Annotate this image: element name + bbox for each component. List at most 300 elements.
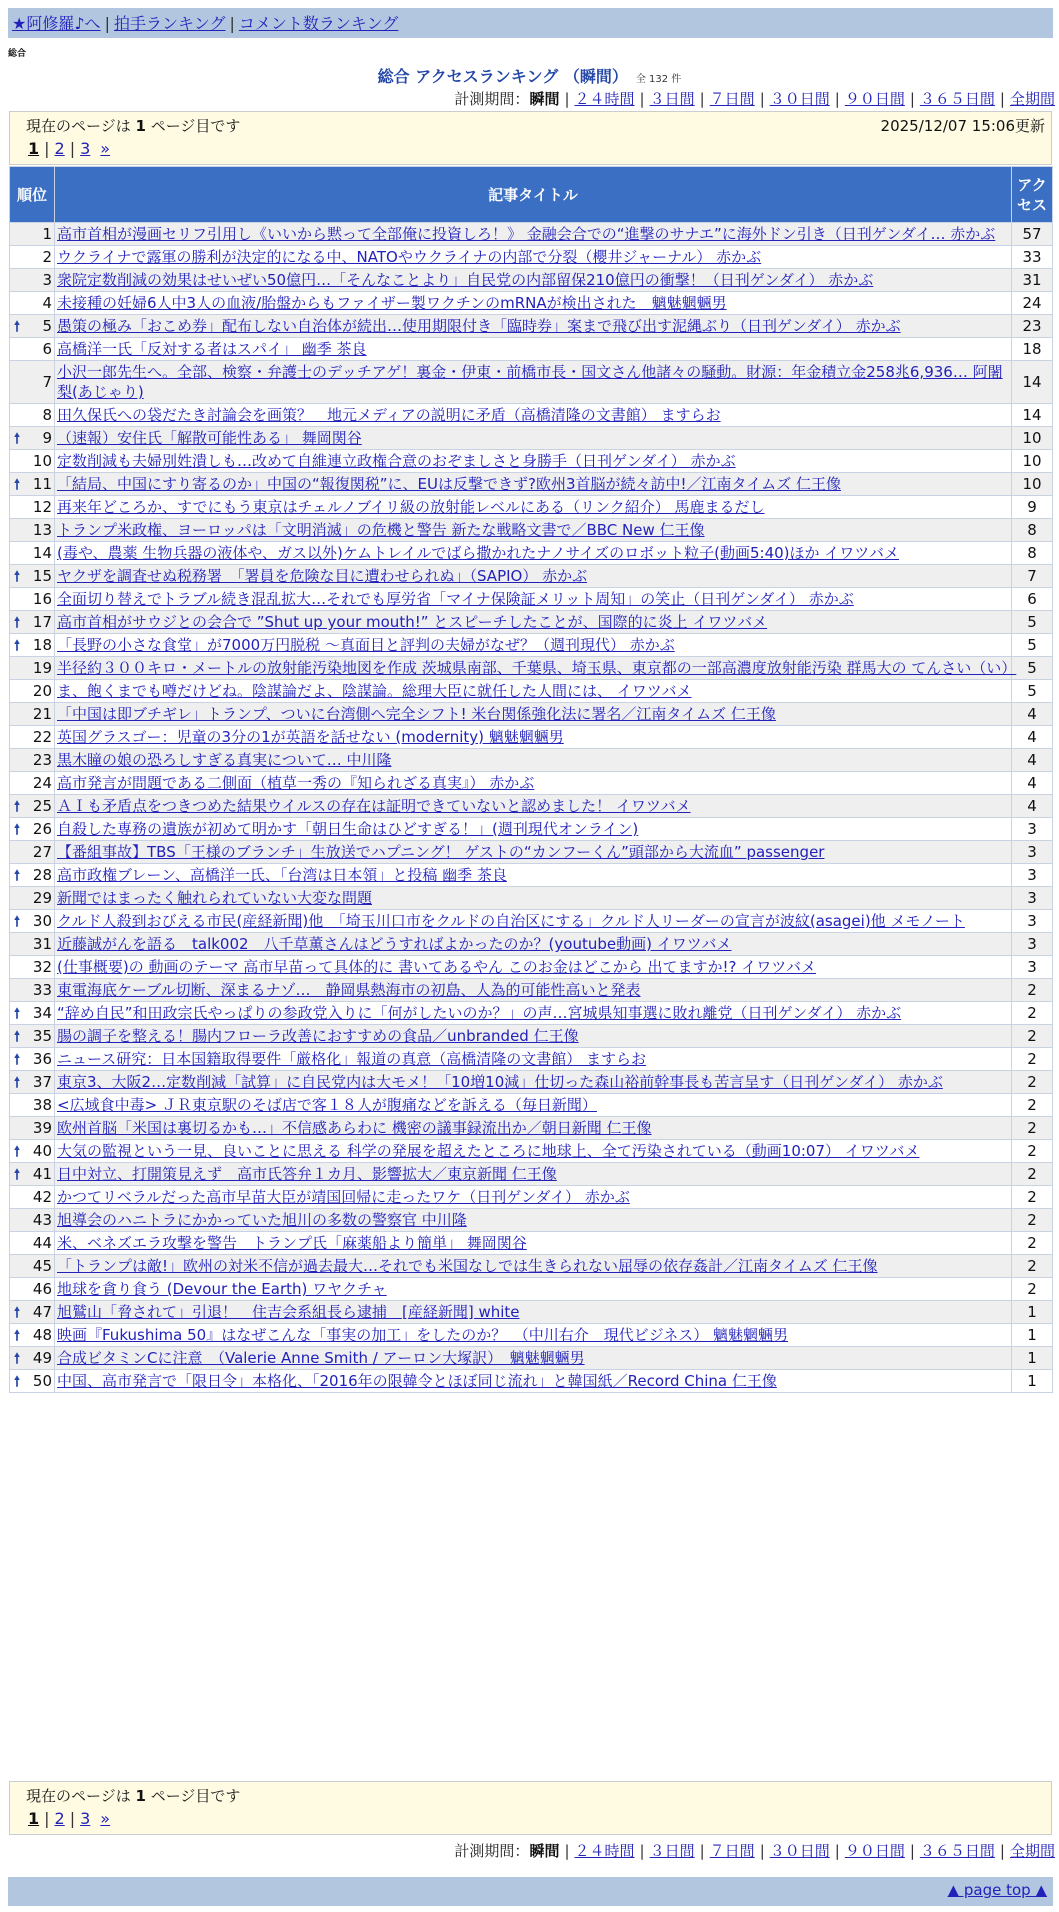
top-nav-bar bbox=[8, 8, 1053, 38]
rank-number: 46 bbox=[32, 1280, 52, 1298]
article-title-link[interactable]: “辞め自民”和田政宗氏やっぱりの参政党入りに「何がしたいのか？」の声…宮城県知事選に敗れ離党（日刊ゲンダイ） 赤かぶ bbox=[57, 1004, 902, 1022]
table-row bbox=[10, 841, 1053, 864]
title-cell bbox=[55, 910, 1012, 933]
access-count: 2 bbox=[1012, 1140, 1053, 1163]
rank-cell bbox=[10, 611, 55, 634]
rank-number: 36 bbox=[32, 1050, 52, 1068]
article-title-link[interactable]: 旭導会のハニトラにかかっていた旭川の多数の警察官 中川隆 bbox=[57, 1211, 467, 1229]
access-count: 14 bbox=[1012, 361, 1053, 404]
footer-bar bbox=[8, 1877, 1053, 1906]
table-row bbox=[10, 611, 1053, 634]
table-row bbox=[10, 772, 1053, 795]
table-row bbox=[10, 1186, 1053, 1209]
article-title-link[interactable]: <広域食中毒> ＪＲ東京駅のそば店で客１８人が腹痛などを訴える（毎日新聞） bbox=[57, 1096, 597, 1114]
rank-up-arrow-icon: 🠕 bbox=[14, 1351, 21, 1367]
article-title-link[interactable]: 高市首相がサウジとの会合で ”Shut up your mouth!” とスピーチしたことが、国際的に炎上 イワツバメ bbox=[57, 613, 768, 631]
rank-number: 9 bbox=[42, 429, 52, 447]
rank-number: 23 bbox=[32, 751, 52, 769]
updated-timestamp: 2025/12/07 15:06更新 bbox=[880, 117, 1045, 135]
period-link-1[interactable]: ３日間 bbox=[649, 90, 695, 108]
rank-cell bbox=[10, 841, 55, 864]
access-count: 2 bbox=[1012, 1255, 1053, 1278]
pager-page-link[interactable]: 2 bbox=[54, 139, 65, 158]
table-row bbox=[10, 749, 1053, 772]
title-column-header: 記事タイトル bbox=[55, 167, 1012, 223]
article-title-link[interactable]: 近藤誠がんを語る talk002 八千草薫さんはどうすればよかったのか？(youtube動画) イワツバメ bbox=[57, 935, 732, 953]
section-label: 総合 bbox=[8, 49, 27, 59]
article-title-link[interactable]: 地球を貪り食う (Devour the Earth) ワヤクチャ bbox=[57, 1280, 387, 1298]
access-count: 2 bbox=[1012, 1117, 1053, 1140]
nav-separator: | bbox=[104, 14, 110, 33]
rank-cell bbox=[10, 496, 55, 519]
period-separator: | bbox=[639, 1842, 645, 1860]
title-cell bbox=[55, 749, 1012, 772]
period-link-5[interactable]: ３６５日間 bbox=[919, 1842, 995, 1860]
pager-page-link[interactable]: 1 bbox=[28, 1809, 40, 1828]
article-title-link[interactable]: かつてリベラルだった高市早苗大臣が靖国回帰に走ったワケ（日刊ゲンダイ） 赤かぶ bbox=[57, 1188, 630, 1206]
period-link-0[interactable]: ２４時間 bbox=[574, 1842, 635, 1860]
access-count: 2 bbox=[1012, 1094, 1053, 1117]
period-separator: | bbox=[999, 1842, 1005, 1860]
title-cell bbox=[55, 703, 1012, 726]
period-current: 瞬間 bbox=[529, 1842, 560, 1860]
rank-number: 19 bbox=[32, 659, 52, 677]
access-count: 2 bbox=[1012, 1048, 1053, 1071]
access-count: 2 bbox=[1012, 1278, 1053, 1301]
article-title-link[interactable]: 大気の監視という一見、良いことに思える 科学の発展を超えたところに地球上、全て汚染されている（動画10:07） イワツバメ bbox=[57, 1142, 920, 1160]
access-count: 3 bbox=[1012, 933, 1053, 956]
article-title-link[interactable]: 全面切り替えでトラブル続き混乱拡大…それでも厚労省「マイナ保険証メリット周知」の笑止（日刊ゲンダイ） 赤かぶ bbox=[57, 590, 854, 608]
table-row bbox=[10, 1002, 1053, 1025]
article-title-link[interactable]: 日中対立、打開策見えず 高市氏答弁１カ月、影響拡大／東京新聞 仁王像 bbox=[57, 1165, 557, 1183]
rank-number: 45 bbox=[32, 1257, 52, 1275]
title-cell bbox=[55, 1209, 1012, 1232]
access-count: 2 bbox=[1012, 1002, 1053, 1025]
title-cell bbox=[55, 841, 1012, 864]
rank-number: 47 bbox=[32, 1303, 52, 1321]
access-count: 5 bbox=[1012, 634, 1053, 657]
title-cell bbox=[55, 1025, 1012, 1048]
rank-cell bbox=[10, 1278, 55, 1301]
comment-ranking-link[interactable]: コメント数ランキング bbox=[238, 14, 399, 33]
table-row bbox=[10, 979, 1053, 1002]
article-title-link[interactable]: 東電海底ケーブル切断、深まるナゾ… 静岡県熱海市の初島、人為的可能性高いと発表 bbox=[57, 981, 641, 999]
access-count: 5 bbox=[1012, 680, 1053, 703]
title-cell bbox=[55, 795, 1012, 818]
table-row bbox=[10, 338, 1053, 361]
rank-cell bbox=[10, 1117, 55, 1140]
table-row bbox=[10, 223, 1053, 246]
access-count: 1 bbox=[1012, 1324, 1053, 1347]
rank-number: 42 bbox=[32, 1188, 52, 1206]
rank-cell bbox=[10, 404, 55, 427]
period-separator: | bbox=[564, 90, 570, 108]
table-row bbox=[10, 519, 1053, 542]
title-cell bbox=[55, 1002, 1012, 1025]
title-cell bbox=[55, 1278, 1012, 1301]
title-cell bbox=[55, 887, 1012, 910]
access-count: 1 bbox=[1012, 1301, 1053, 1324]
rank-number: 12 bbox=[32, 498, 52, 516]
table-row bbox=[10, 1048, 1053, 1071]
period-link-6[interactable]: 全期間 bbox=[1009, 90, 1055, 108]
access-count: 5 bbox=[1012, 657, 1053, 680]
period-link-4[interactable]: ９０日間 bbox=[844, 90, 905, 108]
rank-number: 6 bbox=[42, 340, 52, 358]
access-count: 10 bbox=[1012, 427, 1053, 450]
article-title-link[interactable]: 中国、高市発言で「限日令」本格化、「2016年の限韓令とほぼ同じ流れ」と韓国紙／Record China 仁王像 bbox=[57, 1372, 777, 1390]
rank-number: 16 bbox=[32, 590, 52, 608]
period-link-5[interactable]: ３６５日間 bbox=[919, 90, 995, 108]
rank-number: 10 bbox=[32, 452, 52, 470]
period-link-0[interactable]: ２４時間 bbox=[574, 90, 635, 108]
access-count: 4 bbox=[1012, 726, 1053, 749]
table-row bbox=[10, 292, 1053, 315]
title-cell bbox=[55, 473, 1012, 496]
article-title-link[interactable]: 米、ベネズエラ攻撃を警告 トランプ氏「麻薬船より簡単」 舞岡関谷 bbox=[57, 1234, 527, 1252]
article-title-link[interactable]: 「長野の小さな食堂」が7000万円脱税 ～真面目と評判の夫婦がなぜ？（週刊現代） 赤かぶ bbox=[57, 636, 675, 654]
pager-page-link[interactable]: 3 bbox=[80, 1809, 91, 1828]
access-count: 10 bbox=[1012, 450, 1053, 473]
table-row bbox=[10, 864, 1053, 887]
title-cell bbox=[55, 1071, 1012, 1094]
rank-up-arrow-icon: 🠕 bbox=[14, 1167, 21, 1183]
article-title-link[interactable]: 小沢一郎先生へ。全部、検察・弁護士のデッチアゲ！裏金・伊東・前橋市長・国文さん他諸々の騒動。財源：年金積立金258兆6,936… 阿闍梨(あじゃり) bbox=[57, 363, 1003, 401]
rank-cell bbox=[10, 1025, 55, 1048]
access-count: 8 bbox=[1012, 542, 1053, 565]
table-row bbox=[10, 315, 1053, 338]
title-cell bbox=[55, 496, 1012, 519]
rank-column-header: 順位 bbox=[10, 167, 55, 223]
article-title-link[interactable]: 田久保氏への袋だたき討論会を画策？ 地元メディアの説明に矛盾（高橋清隆の文書館） ますらお bbox=[57, 406, 721, 424]
rank-up-arrow-icon: 🠕 bbox=[14, 1305, 21, 1321]
article-title-link[interactable]: 「トランプは敵!」欧州の対米不信が過去最大…それでも米国なしでは生きられない屈辱の依存姦計／江南タイムズ 仁王像 bbox=[57, 1257, 878, 1275]
title-cell bbox=[55, 634, 1012, 657]
rank-up-arrow-icon: 🠕 bbox=[14, 868, 21, 884]
rank-number: 28 bbox=[32, 866, 52, 884]
article-title-link[interactable]: ニュース研究：日本国籍取得要件「厳格化」報道の真意（高橋清隆の文書館） ますらお bbox=[57, 1050, 647, 1068]
rank-number: 37 bbox=[32, 1073, 52, 1091]
current-page-text: 現在のページは 1 ページ目です bbox=[26, 117, 241, 135]
access-count: 24 bbox=[1012, 292, 1053, 315]
article-title-link[interactable]: 旭鷲山「脅されて」引退！ 住吉会系組長ら逮捕 [産経新聞] white bbox=[57, 1303, 520, 1321]
page-title bbox=[0, 64, 1059, 87]
rank-number: 1 bbox=[42, 225, 52, 243]
article-title-link[interactable]: ま、飽くまでも噂だけどね。陰謀論だよ、陰謀論。総理大臣に就任した人間には、 イワツバメ bbox=[57, 682, 692, 700]
rank-cell bbox=[10, 1209, 55, 1232]
period-separator: | bbox=[699, 1842, 705, 1860]
article-title-link[interactable]: ウクライナで露軍の勝利が決定的になる中、NATOやウクライナの内部で分裂（櫻井ジャーナル） 赤かぶ bbox=[57, 248, 762, 266]
access-count: 31 bbox=[1012, 269, 1053, 292]
page-top-link[interactable]: ▲ page top ▲ bbox=[947, 1881, 1047, 1899]
access-count: 3 bbox=[1012, 864, 1053, 887]
rank-number: 27 bbox=[32, 843, 52, 861]
period-link-3[interactable]: ３０日間 bbox=[769, 1842, 830, 1860]
article-title-link[interactable]: ＡＩも矛盾点をつきつめた結果ウイルスの存在は証明できていないと認めました！ イワツバメ bbox=[57, 797, 691, 815]
ranking-body bbox=[10, 223, 1053, 1393]
article-title-link[interactable]: 「中国は即ブチギレ」トランプ、ついに台湾側へ完全シフト! 米台関係強化法に署名／江南タイムズ 仁王像 bbox=[57, 705, 776, 723]
table-row bbox=[10, 1140, 1053, 1163]
period-current: 瞬間 bbox=[529, 90, 560, 108]
pager-current-page[interactable] bbox=[28, 1809, 39, 1828]
rank-cell bbox=[10, 450, 55, 473]
article-title-link[interactable]: 高市政権ブレーン、高橋洋一氏、「台湾は日本領」と投稿 幽季 茶良 bbox=[57, 866, 507, 884]
total-count: 全 132 件 bbox=[635, 74, 682, 85]
access-count: 2 bbox=[1012, 1186, 1053, 1209]
rank-cell bbox=[10, 1232, 55, 1255]
rank-number: 44 bbox=[32, 1234, 52, 1252]
applause-ranking-link[interactable]: 拍手ランキング bbox=[113, 14, 226, 33]
table-row bbox=[10, 450, 1053, 473]
rank-number: 20 bbox=[32, 682, 52, 700]
home-link[interactable]: ★阿修羅♪へ bbox=[12, 14, 101, 33]
table-row bbox=[10, 1163, 1053, 1186]
rank-number: 34 bbox=[32, 1004, 52, 1022]
rank-number: 49 bbox=[32, 1349, 52, 1367]
table-row bbox=[10, 246, 1053, 269]
article-title-link[interactable]: トランプ米政権、ヨーロッパは「文明消滅」の危機と警告 新たな戦略文書で／BBC New 仁王像 bbox=[57, 521, 705, 539]
rank-up-arrow-icon: 🠕 bbox=[14, 1075, 21, 1091]
title-cell bbox=[55, 933, 1012, 956]
table-row bbox=[10, 1094, 1053, 1117]
title-cell bbox=[55, 404, 1012, 427]
article-title-link[interactable]: 高市発言が問題である二側面（植草一秀の『知られざる真実』） 赤かぶ bbox=[57, 774, 535, 792]
article-title-link[interactable]: 新聞ではまったく触れられていない大変な問題 bbox=[57, 889, 373, 907]
pager-page-link[interactable]: 3 bbox=[80, 139, 91, 158]
article-title-link[interactable]: 英国グラスゴー：児童の3分の1が英語を話せない (modernity) 魑魅魍魎男 bbox=[57, 728, 564, 746]
access-count: 3 bbox=[1012, 887, 1053, 910]
access-count: 4 bbox=[1012, 703, 1053, 726]
rank-number: 38 bbox=[32, 1096, 52, 1114]
rank-cell bbox=[10, 338, 55, 361]
table-row bbox=[10, 1301, 1053, 1324]
rank-number: 43 bbox=[32, 1211, 52, 1229]
article-title-link[interactable]: 衆院定数削減の効果はせいぜい50億円…「そんなことより」自民党の内部留保210億円の衝撃！（日刊ゲンダイ） 赤かぶ bbox=[57, 271, 874, 289]
article-title-link[interactable]: (毒や、農薬 生物兵器の液体や、ガス以外)ケムトレイルでばら撒かれたナノサイズのロボット粒子(動画5:40)ほか イワツバメ bbox=[57, 544, 899, 562]
rank-cell bbox=[10, 1370, 55, 1393]
article-title-link[interactable]: 欧州首脳「米国は裏切るかも…」不信感あらわに 機密の議事録流出か／朝日新聞 仁王像 bbox=[57, 1119, 652, 1137]
rank-number: 24 bbox=[32, 774, 52, 792]
title-cell bbox=[55, 338, 1012, 361]
rank-cell bbox=[10, 542, 55, 565]
article-title-link[interactable]: 黒木瞳の娘の恐ろしすぎる真実について… 中川隆 bbox=[57, 751, 392, 769]
pager-top bbox=[28, 139, 110, 158]
rank-number: 3 bbox=[42, 271, 52, 289]
table-row bbox=[10, 1278, 1053, 1301]
rank-number: 50 bbox=[32, 1372, 52, 1390]
rank-cell bbox=[10, 933, 55, 956]
pager-next-link[interactable]: » bbox=[100, 1809, 111, 1828]
period-separator: | bbox=[564, 1842, 570, 1860]
rank-number: 25 bbox=[32, 797, 52, 815]
period-separator: | bbox=[639, 90, 645, 108]
period-label: 計測期間： bbox=[454, 90, 530, 108]
pager-page-link[interactable]: 2 bbox=[54, 1809, 65, 1828]
rank-cell bbox=[10, 772, 55, 795]
rank-number: 39 bbox=[32, 1119, 52, 1137]
rank-cell bbox=[10, 634, 55, 657]
rank-number: 22 bbox=[32, 728, 52, 746]
period-separator: | bbox=[909, 1842, 915, 1860]
article-title-link[interactable]: 高橋洋一氏「反対する者はスパイ」 幽季 茶良 bbox=[57, 340, 367, 358]
table-row bbox=[10, 1232, 1053, 1255]
access-count: 4 bbox=[1012, 772, 1053, 795]
access-count: 4 bbox=[1012, 749, 1053, 772]
table-row bbox=[10, 680, 1053, 703]
access-count: 3 bbox=[1012, 818, 1053, 841]
rank-number: 2 bbox=[42, 248, 52, 266]
rank-number: 31 bbox=[32, 935, 52, 953]
access-count: 23 bbox=[1012, 315, 1053, 338]
pager-page-link[interactable]: 1 bbox=[28, 139, 40, 158]
period-separator: | bbox=[834, 90, 840, 108]
rank-cell bbox=[10, 818, 55, 841]
rank-number: 13 bbox=[32, 521, 52, 539]
rank-up-arrow-icon: 🠕 bbox=[14, 1052, 21, 1068]
title-cell bbox=[55, 979, 1012, 1002]
table-row bbox=[10, 1025, 1053, 1048]
article-title-link[interactable]: 合成ビタミンCに注意 （Valerie Anne Smith / アーロン大塚訳） 魑魅魍魎男 bbox=[57, 1349, 585, 1367]
rank-cell bbox=[10, 361, 55, 404]
period-link-2[interactable]: ７日間 bbox=[709, 90, 755, 108]
pager-separator: | bbox=[44, 139, 50, 158]
rank-number: 7 bbox=[42, 373, 52, 391]
rank-cell bbox=[10, 1002, 55, 1025]
table-row bbox=[10, 473, 1053, 496]
rank-up-arrow-icon: 🠕 bbox=[14, 799, 21, 815]
access-count: 2 bbox=[1012, 1232, 1053, 1255]
table-row bbox=[10, 496, 1053, 519]
rank-cell bbox=[10, 1163, 55, 1186]
access-count: 2 bbox=[1012, 1025, 1053, 1048]
article-title-link[interactable]: 映画『Fukushima 50』はなぜこんな「事実の加工」をしたのか？ （中川右介 現代ビジネス） 魑魅魍魎男 bbox=[57, 1326, 789, 1344]
rank-cell bbox=[10, 887, 55, 910]
access-count: 57 bbox=[1012, 223, 1053, 246]
article-title-link[interactable]: （速報）安住氏「解散可能性ある」 舞岡関谷 bbox=[57, 429, 362, 447]
title-cell bbox=[55, 772, 1012, 795]
period-link-4[interactable]: ９０日間 bbox=[844, 1842, 905, 1860]
title-cell bbox=[55, 657, 1017, 680]
rank-cell bbox=[10, 680, 55, 703]
article-title-link[interactable]: 半径約３００キロ・メートルの放射能汚染地図を作成 茨城県南部、千葉県、埼玉県、東京都の一部高濃度放射能汚染 群馬大の てんさい（い） bbox=[57, 659, 1017, 677]
title-cell bbox=[55, 1370, 1012, 1393]
rank-cell bbox=[10, 315, 55, 338]
rank-up-arrow-icon: 🠕 bbox=[14, 569, 21, 585]
article-title-link[interactable]: 定数削減も夫婦別姓潰しも…改めて自維連立政権合意のおぞましさと身勝手（日刊ゲンダイ） 赤かぶ bbox=[57, 452, 736, 470]
article-title-link[interactable]: 自殺した専務の遺族が初めて明かす「朝日生命はひどすぎる！」(週刊現代オンライン) bbox=[57, 820, 639, 838]
access-count: 18 bbox=[1012, 338, 1053, 361]
period-link-3[interactable]: ３０日間 bbox=[769, 90, 830, 108]
rank-cell bbox=[10, 473, 55, 496]
rank-cell bbox=[10, 749, 55, 772]
rank-number: 5 bbox=[42, 317, 52, 335]
rank-cell bbox=[10, 1324, 55, 1347]
rank-cell bbox=[10, 1255, 55, 1278]
article-title-link[interactable]: 高市首相が漫画セリフ引用し《いいから黙って全部俺に投資しろ！》 金融会合での“進撃のサナエ”に海外ドン引き（日刊ゲンダイ… 赤かぶ bbox=[57, 225, 996, 243]
table-row bbox=[10, 361, 1053, 404]
rank-up-arrow-icon: 🠕 bbox=[14, 319, 21, 335]
article-title-link[interactable]: 再来年どころか、すでにもう東京はチェルノブイリ級の放射能レベルにある（リンク紹介） 馬鹿まるだし bbox=[57, 498, 765, 516]
access-count: 7 bbox=[1012, 565, 1053, 588]
rank-cell bbox=[10, 795, 55, 818]
title-cell bbox=[55, 246, 1012, 269]
rank-number: 11 bbox=[32, 475, 52, 493]
access-count: 8 bbox=[1012, 519, 1053, 542]
table-row bbox=[10, 1370, 1053, 1393]
article-title-link[interactable]: 東京3、大阪2…定数削減「試算」に自民党内は大モメ！「10増10減」仕切った森山裕前幹事長も苦言呈す（日刊ゲンダイ） 赤かぶ bbox=[57, 1073, 943, 1091]
rank-cell bbox=[10, 657, 55, 680]
access-count: 2 bbox=[1012, 1163, 1053, 1186]
rank-number: 8 bbox=[42, 406, 52, 424]
rank-cell bbox=[10, 1071, 55, 1094]
rank-up-arrow-icon: 🠕 bbox=[14, 1374, 21, 1390]
access-count: 5 bbox=[1012, 611, 1053, 634]
access-count: 6 bbox=[1012, 588, 1053, 611]
pager-spacer bbox=[90, 139, 100, 158]
article-title-link[interactable]: クルド人殺到おびえる市民(産経新聞)他 「埼玉川口市をクルドの自治区にする」クルド人リーダーの宣言が波紋(asagei)他 メモノート bbox=[57, 912, 965, 930]
rank-number: 4 bbox=[42, 294, 52, 312]
article-title-link[interactable]: 「結局、中国にすり寄るのか」中国の“報復関税”に、EUは反撃できず?欧州3首脳が続々訪中!／江南タイムズ 仁王像 bbox=[57, 475, 841, 493]
rank-number: 17 bbox=[32, 613, 52, 631]
rank-up-arrow-icon: 🠕 bbox=[14, 638, 21, 654]
rank-up-arrow-icon: 🠕 bbox=[14, 477, 21, 493]
rank-cell bbox=[10, 292, 55, 315]
pager-current-page[interactable] bbox=[28, 139, 39, 158]
period-link-1[interactable]: ３日間 bbox=[649, 1842, 695, 1860]
rank-up-arrow-icon: 🠕 bbox=[14, 1144, 21, 1160]
article-title-link[interactable]: (仕事概要)の 動画のテーマ 高市早苗って具体的に 書いてあるやん このお金はどこから 出てますか!? イワツバメ bbox=[57, 958, 816, 976]
article-title-link[interactable]: ヤクザを調査せぬ税務署 「署員を危険な目に遭わせられぬ」（SAPIO） 赤かぶ bbox=[57, 567, 588, 585]
pager-separator: | bbox=[44, 1809, 50, 1828]
title-cell bbox=[55, 1117, 1012, 1140]
title-cell bbox=[55, 1347, 1012, 1370]
access-count: 4 bbox=[1012, 795, 1053, 818]
title-cell bbox=[55, 427, 1012, 450]
period-selector-bottom bbox=[454, 1840, 1055, 1861]
rank-number: 15 bbox=[32, 567, 52, 585]
table-row bbox=[10, 910, 1053, 933]
access-count: 3 bbox=[1012, 841, 1053, 864]
table-row bbox=[10, 404, 1053, 427]
title-cell bbox=[55, 588, 1012, 611]
table-row bbox=[10, 703, 1053, 726]
rank-cell bbox=[10, 565, 55, 588]
article-title-link[interactable]: 腸の調子を整える！腸内フローラ改善におすすめの食品／unbranded 仁王像 bbox=[57, 1027, 579, 1045]
table-header-row bbox=[10, 167, 1053, 223]
title-cell bbox=[55, 726, 1012, 749]
period-link-6[interactable]: 全期間 bbox=[1009, 1842, 1055, 1860]
rank-cell bbox=[10, 1140, 55, 1163]
period-link-2[interactable]: ７日間 bbox=[709, 1842, 755, 1860]
rank-up-arrow-icon: 🠕 bbox=[14, 1328, 21, 1344]
title-cell bbox=[55, 956, 1012, 979]
period-separator: | bbox=[759, 90, 765, 108]
table-row bbox=[10, 795, 1053, 818]
table-row bbox=[10, 887, 1053, 910]
rank-cell bbox=[10, 519, 55, 542]
pager-spacer bbox=[90, 1809, 100, 1828]
rank-number: 35 bbox=[32, 1027, 52, 1045]
table-row bbox=[10, 634, 1053, 657]
article-title-link[interactable]: 【番組事故】TBS「王様のブランチ」生放送でハプニング！ ゲストの“カンフーくん”頭部から大流血” passenger bbox=[57, 843, 825, 861]
access-count: 1 bbox=[1012, 1370, 1053, 1393]
article-title-link[interactable]: 未接種の妊婦6人中3人の血液/胎盤からもファイザー製ワクチンのmRNAが検出された 魑魅魍魎男 bbox=[57, 294, 727, 312]
pager-next-link[interactable]: » bbox=[100, 139, 111, 158]
title-cell bbox=[55, 1232, 1012, 1255]
title-cell bbox=[55, 1094, 1012, 1117]
rank-up-arrow-icon: 🠕 bbox=[14, 822, 21, 838]
article-title-link[interactable]: 愚策の極み「おこめ券」配布しない自治体が続出…使用期限付き「臨時券」案まで飛び出す泥縄ぶり（日刊ゲンダイ） 赤かぶ bbox=[57, 317, 901, 335]
